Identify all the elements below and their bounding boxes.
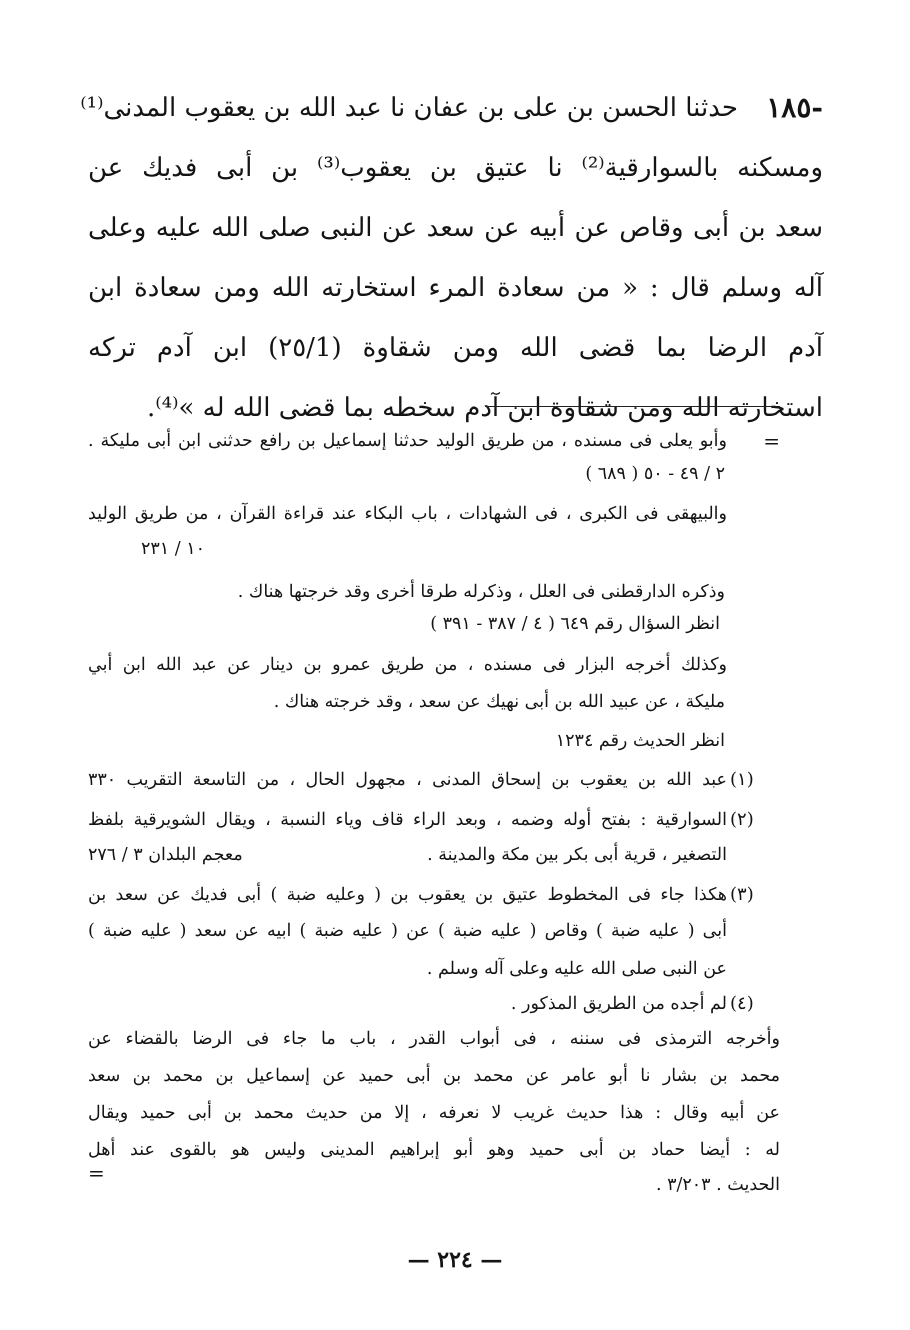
note-reference: ٢ / ٤٩ - ٥٠ ( ٦٨٩ ) — [585, 464, 725, 484]
note-line: عن أبيه وقال : هذا حديث غريب لا نعرفه ، إلا من حديث محمد بن أبى حميد ويقال — [88, 1103, 780, 1123]
hadith-line: حدثنا الحسن بن على بن عفان نا عبد الله بن يعقوب المدنى⁽¹⁾ — [80, 93, 738, 123]
footnote-marker: (١) — [730, 769, 754, 790]
note-line: والبيهقى فى الكبرى ، فى الشهادات ، باب البكاء عند قراءة القرآن ، من طريق الوليد — [88, 504, 727, 524]
footnote-line: عبد الله بن يعقوب بن إسحاق المدنى ، مجهول الحال ، من التاسعة التقريب ٣٣٠ — [88, 770, 727, 790]
hadith-line: استخارته الله ومن شقاوة ابن آدم سخطه بما قضى الله له »⁽⁴⁾. — [147, 393, 823, 423]
note-line: له : أيضا حماد بن أبى حميد وهو أبو إبراهيم المدينى وليس هو بالقوى عند أهل — [88, 1140, 780, 1160]
footnote-line: أبى ( عليه ضبة ) وقاص ( عليه ضبة ) عن ( عليه ضبة ) ابيه عن سعد ( عليه ضبة ) — [88, 921, 727, 941]
footnote-line: عن النبى صلى الله عليه وعلى آله وسلم . — [426, 959, 727, 979]
footnote-line: لم أجده من الطريق المذكور . — [510, 994, 727, 1014]
note-line: وكذلك أخرجه البزار فى مسنده ، من طريق عمرو بن دينار عن عبد الله ابن أبي — [88, 655, 727, 675]
footnote-marker: (٢) — [730, 809, 754, 830]
footnote-line: هكذا جاء فى المخطوط عتيق بن يعقوب بن ( وعليه ضبة ) أبى فديك عن سعد بن — [88, 885, 727, 905]
hadith-line: ومسكنه بالسوارقية⁽²⁾ نا عتيق بن يعقوب⁽³⁾ بن أبى فديك عن — [88, 153, 823, 183]
footnote-separator — [485, 406, 780, 407]
note-line: وأخرجه الترمذى فى سننه ، فى أبواب القدر ، باب ما جاء فى الرضا بالقضاء عن — [88, 1029, 780, 1049]
hadith-line: سعد بن أبى وقاص عن أبيه عن سعد عن النبى صلى الله عليه وعلى — [88, 213, 823, 243]
note-line: الحديث . ٣/٢٠٣ . — [655, 1175, 780, 1195]
hadith-number: ١٨٥- — [766, 91, 823, 124]
continuation-mark: = — [88, 1161, 105, 1185]
footnote-line: التصغير ، قرية أبى بكر بين مكة والمدينة . — [427, 845, 727, 865]
note-reference: انظر الحديث رقم ١٢٣٤ — [555, 731, 725, 751]
note-reference: ١٠ / ٢٣١ — [140, 539, 205, 559]
footnote-reference: معجم البلدان ٣ / ٢٧٦ — [88, 845, 243, 865]
note-line: وأبو يعلى فى مسنده ، من طريق الوليد حدثنا إسماعيل بن رافع حدثنى ابن أبى مليكة . — [88, 431, 727, 451]
footnote-marker: (٤) — [730, 993, 754, 1014]
footnote-line: السوارقية : بفتح أوله وضمه ، وبعد الراء قاف وياء النسبة ، ويقال الشويرقية بلفظ — [88, 810, 727, 830]
footnote-marker: (٣) — [730, 884, 754, 905]
hadith-line: آله وسلم قال : « من سعادة المرء استخارته الله ومن سعادة ابن — [88, 273, 823, 303]
note-line: محمد بن بشار نا أبو عامر عن محمد بن أبى حميد عن إسماعيل بن محمد بن سعد — [88, 1066, 780, 1086]
hadith-line: آدم الرضا بما قضى الله ومن شقاوة (٢٥/1) ابن آدم تركه — [88, 333, 823, 363]
note-line: مليكة ، عن عبيد الله بن أبى نهيك عن سعد ، وقد خرجته هناك . — [273, 692, 725, 712]
continuation-mark: = — [763, 429, 780, 453]
note-reference: انظر السؤال رقم ٦٤٩ ( ٤ / ٣٨٧ - ٣٩١ ) — [430, 614, 720, 634]
page-number: — ٢٢٤ — — [407, 1247, 503, 1273]
note-line: وذكره الدارقطنى فى العلل ، وذكرله طرقا أخرى وقد خرجتها هناك . — [237, 582, 725, 602]
